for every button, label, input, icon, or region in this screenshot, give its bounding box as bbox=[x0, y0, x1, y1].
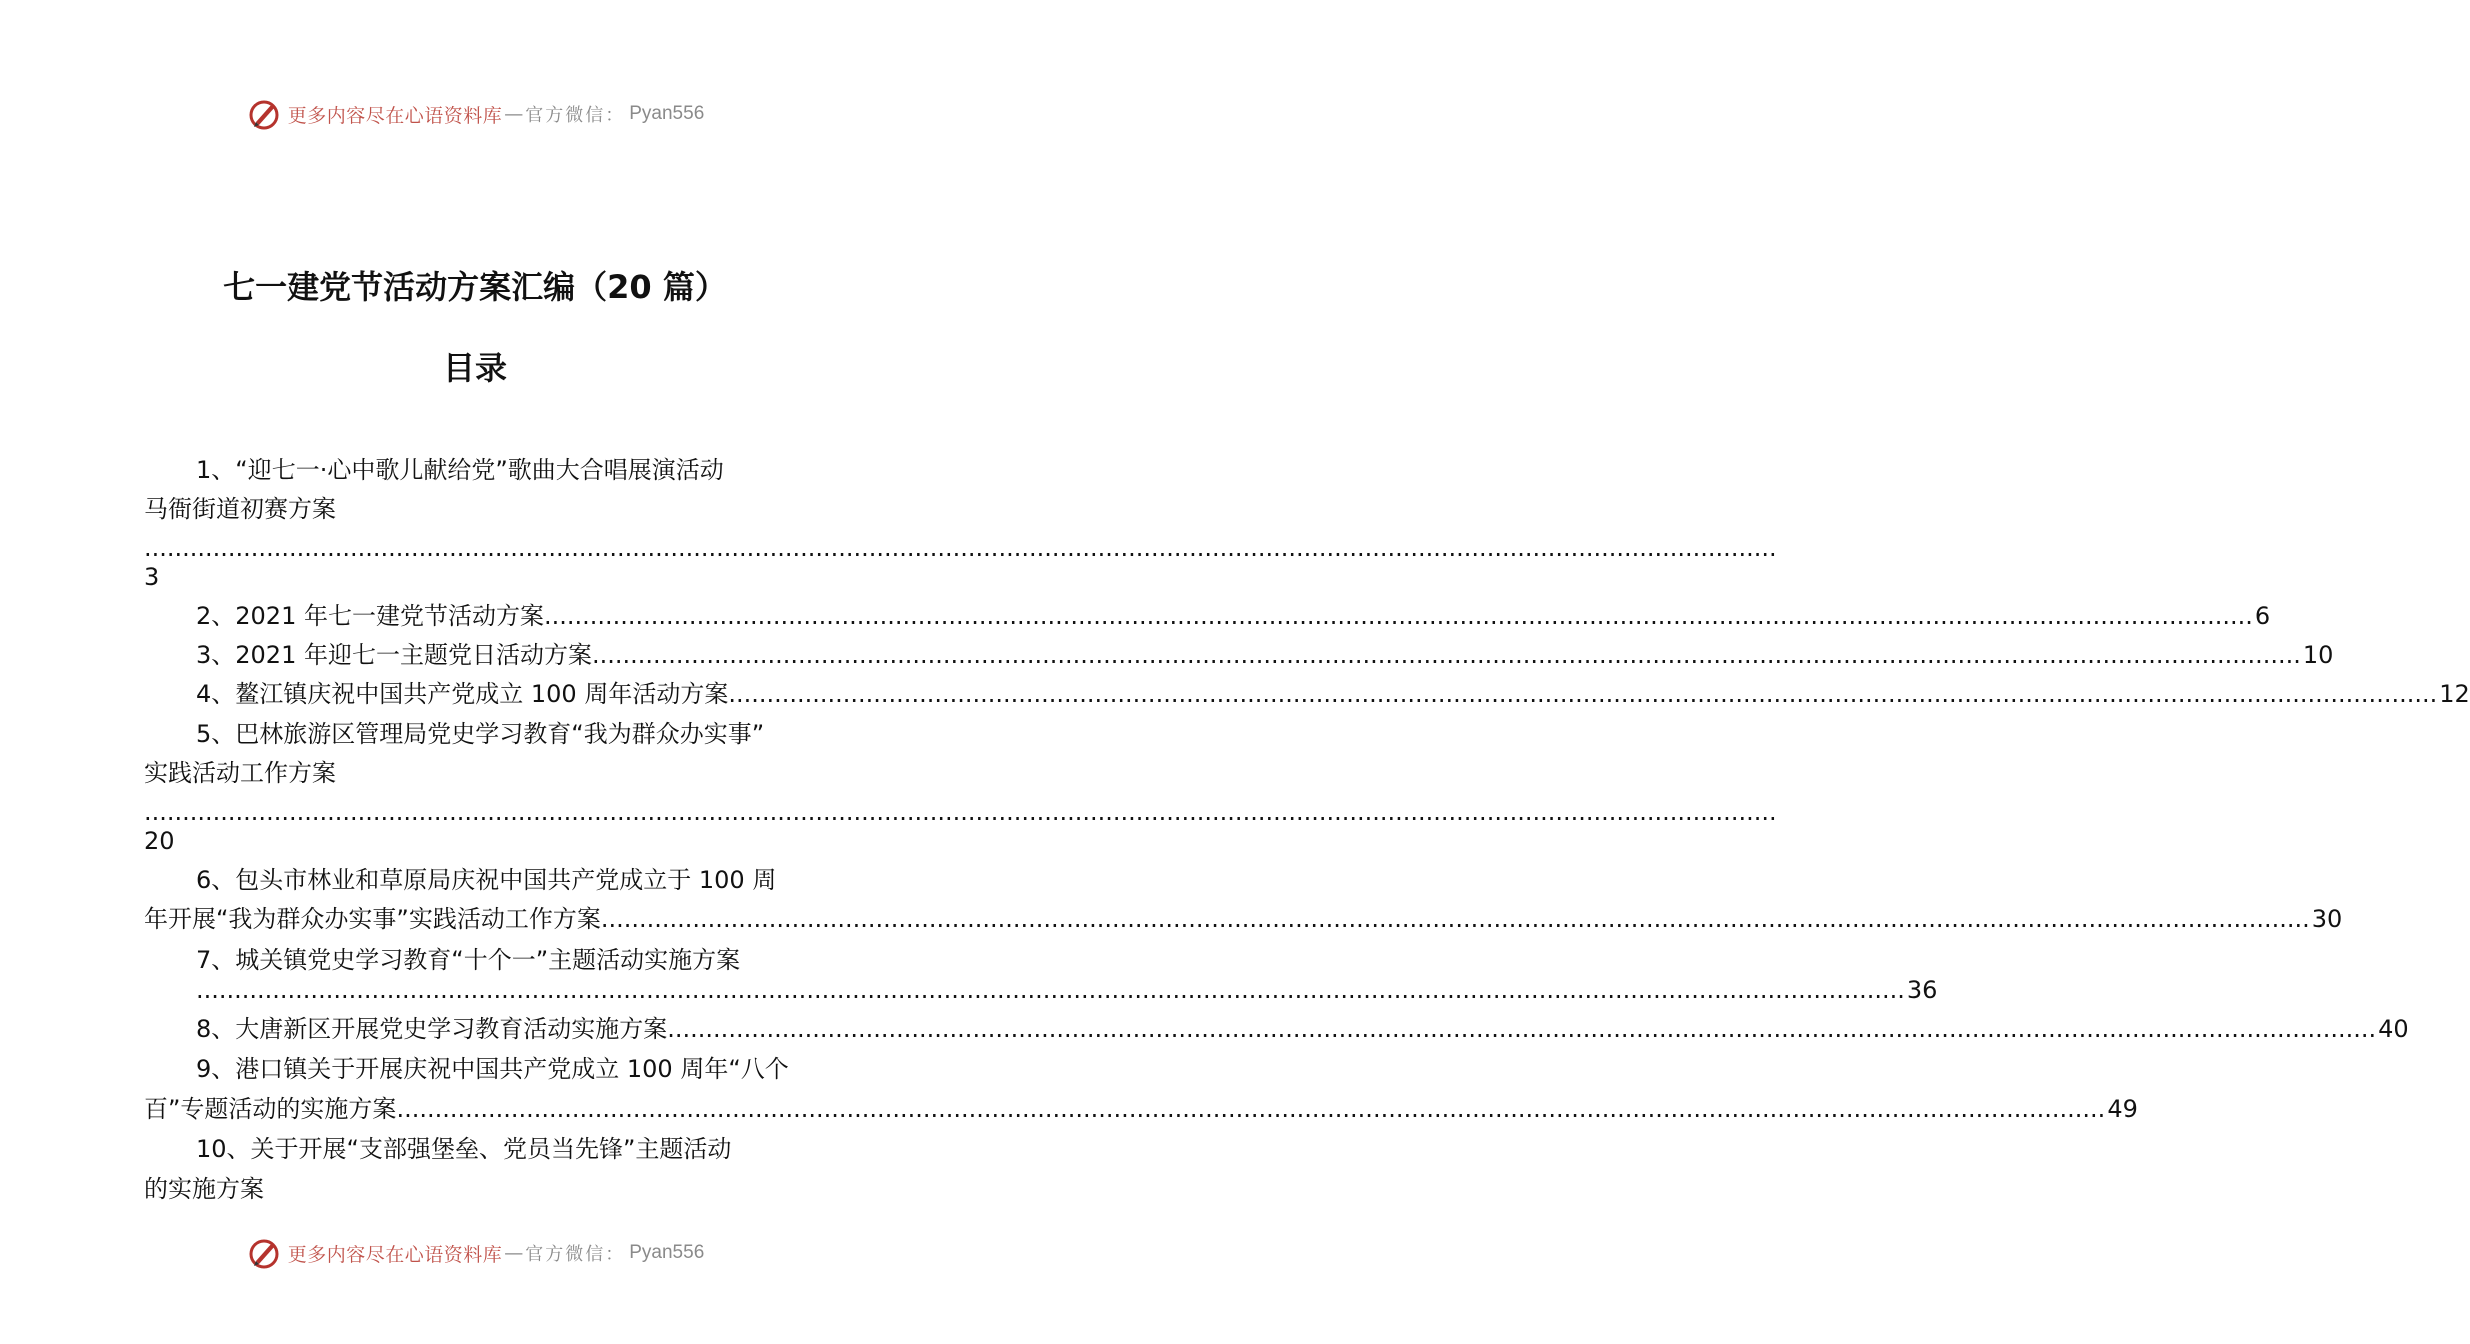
toc-entry-7-line2[interactable] bbox=[196, 972, 1938, 1008]
banner-wechat-label: 官方微信： bbox=[525, 1244, 626, 1265]
toc-entry-4-leader bbox=[728, 676, 2437, 712]
toc-entry-10-line2[interactable]: 的实施方案 bbox=[144, 1175, 264, 1203]
header-banner bbox=[0, 94, 950, 134]
toc-entry-7-page: 36 bbox=[1906, 976, 1938, 1004]
pen-logo-icon bbox=[246, 1235, 282, 1271]
toc-entry-6-leader bbox=[601, 901, 2310, 937]
toc-entry-5-line2[interactable]: 实践活动工作方案 bbox=[144, 759, 336, 787]
toc-entry-3-text: 3、2021 年迎七一主题党日活动方案 bbox=[196, 641, 592, 669]
toc-entry-3-leader bbox=[592, 637, 2301, 673]
banner-dash: — bbox=[504, 1242, 524, 1264]
toc-entry-1-page[interactable]: 3 bbox=[144, 563, 160, 591]
toc-entry-6-line2[interactable] bbox=[144, 901, 2343, 937]
toc-entry-5-leader: ...................................................................................................................................................................................................................... bbox=[144, 798, 1777, 826]
footer-banner bbox=[0, 1233, 950, 1273]
toc-entry-7-leader bbox=[196, 972, 1905, 1008]
banner-title: 更多内容尽在心语资料库 bbox=[287, 104, 503, 127]
toc-entry-10-line1[interactable]: 10、关于开展“支部强堡垒、党员当先锋”主题活动 bbox=[196, 1135, 732, 1163]
pen-logo-icon bbox=[246, 96, 282, 132]
toc-entry-7-line1[interactable]: 7、城关镇党史学习教育“十个一”主题活动实施方案 bbox=[196, 946, 741, 974]
toc-entry-2[interactable] bbox=[196, 598, 2271, 634]
toc-entry-3-page: 10 bbox=[2302, 641, 2334, 669]
toc-entry-2-text: 2、2021 年七一建党节活动方案 bbox=[196, 602, 544, 630]
toc-entry-2-leader bbox=[544, 598, 2253, 634]
toc-entry-6-page: 30 bbox=[2311, 905, 2343, 933]
toc-entry-9-text: 百”专题活动的实施方案 bbox=[144, 1095, 397, 1123]
toc-entry-2-page: 6 bbox=[2254, 602, 2271, 630]
banner-title: 更多内容尽在心语资料库 bbox=[287, 1243, 503, 1266]
toc-entry-4-text: 4、鳌江镇庆祝中国共产党成立 100 周年活动方案 bbox=[196, 680, 729, 708]
toc-entry-9-leader bbox=[396, 1091, 2105, 1127]
toc-entry-4-page: 12 bbox=[2439, 680, 2470, 708]
toc-entry-6-text: 年开展“我为群众办实事”实践活动工作方案 bbox=[144, 905, 601, 933]
toc-entry-1-line1[interactable]: 1、“迎七一·心中歌儿献给党”歌曲大合唱展演活动 bbox=[196, 456, 724, 484]
toc-entry-5-page[interactable]: 20 bbox=[144, 827, 175, 855]
toc-entry-8-text: 8、大唐新区开展党史学习教育活动实施方案 bbox=[196, 1015, 668, 1043]
banner-wechat-id: Pyan556 bbox=[629, 1242, 705, 1263]
toc-entry-3[interactable] bbox=[196, 637, 2334, 673]
toc-entry-4[interactable] bbox=[196, 676, 2470, 712]
toc-entry-5-line1[interactable]: 5、巴林旅游区管理局党史学习教育“我为群众办实事” bbox=[196, 720, 765, 748]
toc-entry-1-line2[interactable]: 马衙街道初赛方案 bbox=[144, 495, 336, 523]
toc-entry-8-page: 40 bbox=[2378, 1015, 2409, 1043]
toc-entry-6-line1[interactable]: 6、包头市林业和草原局庆祝中国共产党成立于 100 周 bbox=[196, 866, 777, 894]
toc-entry-8[interactable] bbox=[196, 1011, 2409, 1047]
toc-entry-9-line2[interactable] bbox=[144, 1091, 2138, 1127]
banner-wechat-id: Pyan556 bbox=[629, 103, 705, 124]
toc-entry-1-leader: ...................................................................................................................................................................................................................... bbox=[144, 534, 1777, 562]
toc-heading: 目录 bbox=[442, 349, 507, 387]
toc-entry-9-page: 49 bbox=[2107, 1095, 2138, 1123]
banner-wechat-label: 官方微信： bbox=[525, 105, 626, 126]
toc-entry-8-leader bbox=[667, 1011, 2376, 1047]
toc-entry-9-line1[interactable]: 9、港口镇关于开展庆祝中国共产党成立 100 周年“八个 bbox=[196, 1055, 789, 1083]
document-title: 七一建党节活动方案汇编（20 篇） bbox=[223, 268, 727, 306]
banner-dash: — bbox=[504, 103, 524, 125]
